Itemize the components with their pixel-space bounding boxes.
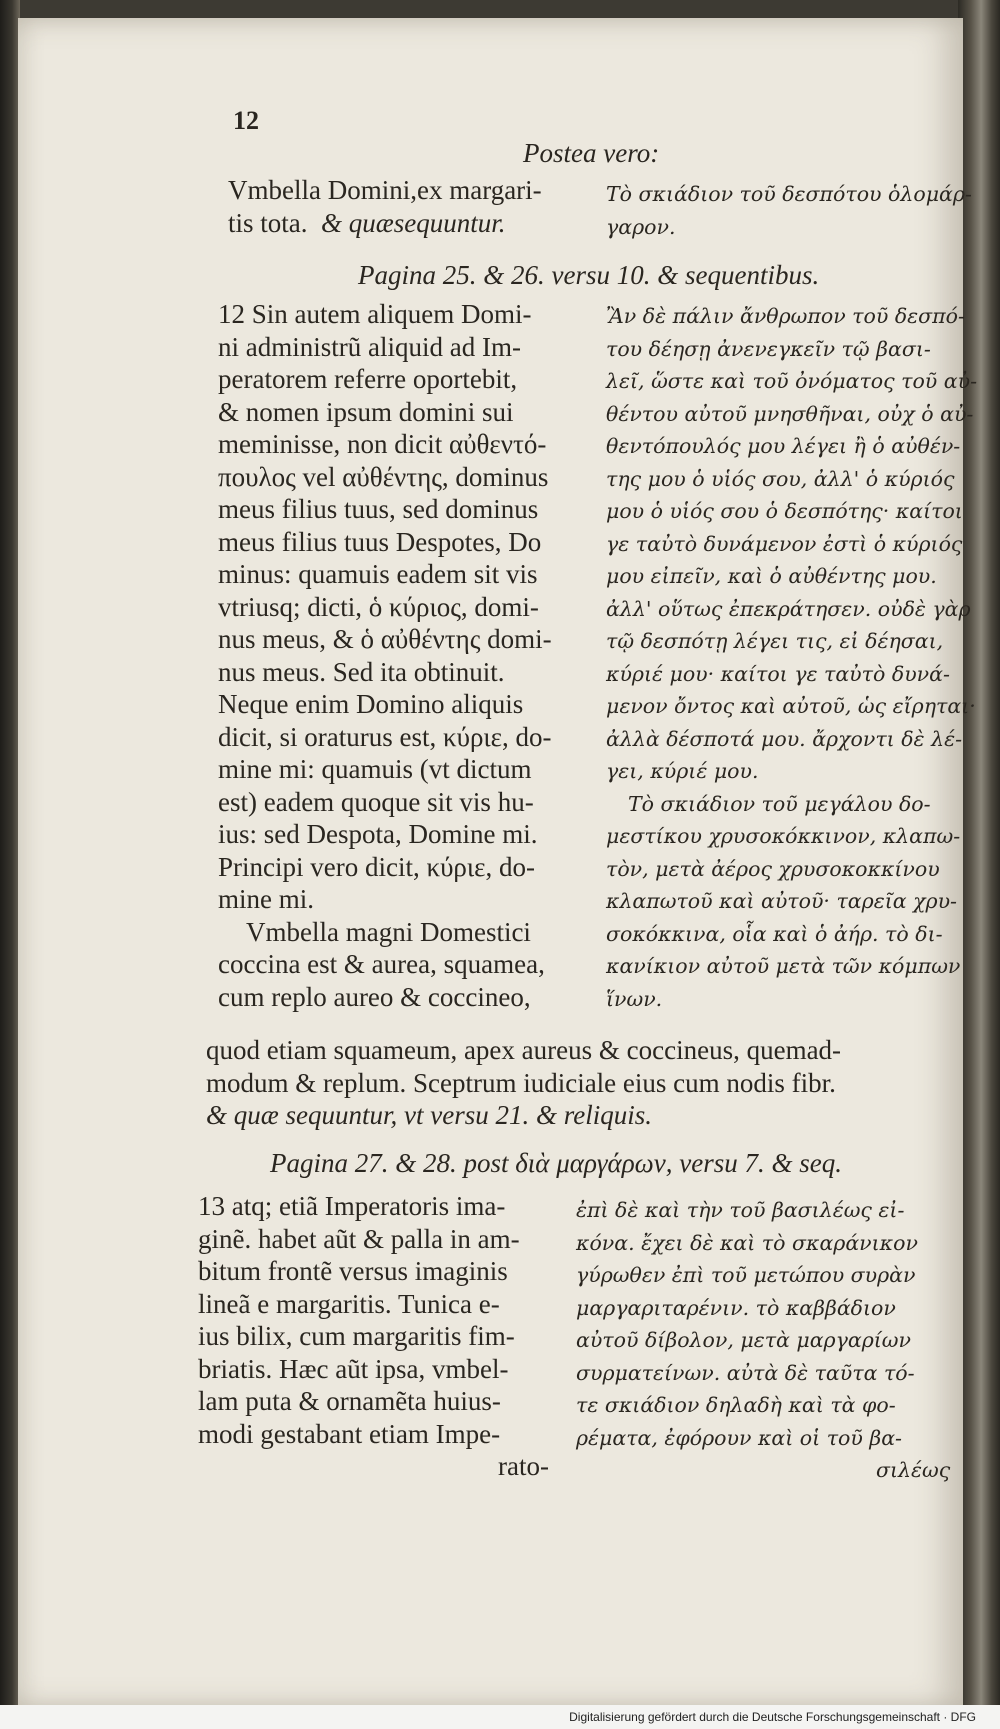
greek-line: ἐπὶ δὲ καὶ τὴν τοῦ βασιλέως εἰ- <box>576 1198 905 1222</box>
latin-line: nus meus, & ὁ αὐθέντης domi- <box>218 624 552 654</box>
latin-line: πουλος vel αὐθέντης, dominus <box>218 461 549 492</box>
paragraph-line: modum & replum. Sceptrum iudiciale eius cum nodis fibr. <box>206 1067 836 1098</box>
greek-line: ἀλλ' οὕτως ἐπεκράτησεν. οὐδὲ γὰρ <box>606 596 971 621</box>
greek-line: τε σκιάδιον δηλαδὴ καὶ τὰ φο- <box>576 1393 896 1417</box>
latin-line: est) eadem quoque sit vis hu- <box>218 786 534 817</box>
latin-line: peratorem referre oportebit, <box>218 364 518 394</box>
latin-line: 13 atq; etiã Imperatoris ima- <box>198 1191 506 1221</box>
greek-line: συρματείνων. αὐτὰ δὲ ταῦτα τό- <box>576 1360 915 1385</box>
latin-line: ius bilix, cum margaritis fim- <box>198 1321 515 1351</box>
latin-line: dicit, si oraturus est, κύριε, do- <box>218 721 552 752</box>
latin-line: minus: quamuis eadem sit vis <box>218 559 538 589</box>
greek-line: ἀλλὰ δέσποτά μου. ἄρχοντι δὲ λέ- <box>606 726 962 751</box>
latin-column-2 <box>218 298 552 1013</box>
greek-line: μαργαριταρένιν. τὸ καββάδιον <box>576 1295 896 1320</box>
latin-line: ius: sed Despota, Domine mi. <box>218 819 538 849</box>
latin-column-3 <box>198 1190 549 1483</box>
full-width-paragraph <box>206 1034 841 1132</box>
greek-line: γε ταὐτὸ δυνάμενον ἐστὶ ὁ κύριός <box>606 531 963 556</box>
latin-line: cum replo aureo & coccineo, <box>218 981 531 1012</box>
greek-line: μενον ὄντος καὶ αὐτοῦ, ὡς εἴρηται· <box>606 694 976 718</box>
section-heading-pagina-27: Pagina 27. & 28. post διὰ μαργάρων, versu 7. & seq. <box>270 1148 842 1178</box>
latin-line: ginẽ. habet aũt & palla in am- <box>198 1223 520 1254</box>
greek-line: ρέματα, ἐφόρουν καὶ οἱ τοῦ βα- <box>576 1425 902 1450</box>
greek-line: του δέησῃ ἀνενεγκεῖν τῷ βασι- <box>606 336 931 361</box>
greek-column-3 <box>576 1194 950 1487</box>
latin-line: Vmbella Domini,ex margari- <box>228 175 542 205</box>
greek-line: ἵνων. <box>606 986 663 1011</box>
greek-line: θέντου αὐτοῦ μνησθῆναι, οὐχ ὁ αὐ- <box>606 401 974 426</box>
latin-line: coccina est & aurea, squamea, <box>218 949 545 979</box>
latin-line: mine mi. <box>218 884 314 914</box>
latin-line: Vmbella magni Domestici <box>246 916 531 947</box>
latin-line: & nomen ipsum domini sui <box>218 396 514 427</box>
section-heading-pagina-25: Pagina 25. & 26. versu 10. & sequentibus. <box>358 260 820 290</box>
latin-column-1 <box>228 174 542 239</box>
latin-line: Neque enim Domino aliquis <box>218 689 524 719</box>
greek-line: θεντόπουλός μου λέγει ἢ ὁ αὐθέν- <box>606 434 961 458</box>
greek-column-1 <box>606 178 972 243</box>
latin-line: meus filius tuus, sed dominus <box>218 494 539 524</box>
latin-line: meminisse, non dicit αὐθεντό- <box>218 429 547 459</box>
greek-line: της μου ὁ υἱός σου, ἀλλ' ὁ κύριός <box>606 466 955 491</box>
greek-line: μου εἰπεῖν, καὶ ὁ αὐθέντης μου. <box>606 564 937 588</box>
greek-line: αὐτοῦ δίβολον, μετὰ μαργαρίων <box>576 1328 911 1352</box>
greek-line: γει, κύριέ μου. <box>606 759 759 783</box>
latin-line: vtriusq; dicti, ὁ κύριος, domi- <box>218 591 539 622</box>
greek-line: σοκόκκινα, οἷα καὶ ὁ ἀήρ. τὸ δι- <box>606 921 943 946</box>
greek-line: γαρον. <box>606 214 676 239</box>
greek-line: σιλέως <box>876 1458 951 1482</box>
latin-line: modi gestabant etiam Impe- <box>198 1418 501 1449</box>
latin-line: 12 Sin autem aliquem Domi- <box>218 299 532 329</box>
greek-line: μου ὁ υἱός σου ὁ δεσπότης· καίτοι <box>606 499 963 523</box>
paragraph-line: quod etiam squameum, apex aureus & coccineus, quemad- <box>206 1035 842 1065</box>
greek-line: Τὸ σκιάδιον τοῦ δεσπότου ὁλομάρ- <box>606 182 972 206</box>
greek-line: γύρωθεν ἐπὶ τοῦ μετώπου συρὰν <box>576 1263 916 1287</box>
greek-line: κόνα. ἔχει δὲ καὶ τὸ σκαράνικον <box>576 1230 918 1255</box>
greek-column-2 <box>606 300 977 1015</box>
latin-line: Principi vero dicit, κύριε, do- <box>218 851 535 882</box>
greek-line: τὸν, μετὰ ἀέρος χρυσοκοκκίνου <box>606 856 940 881</box>
latin-line: lam puta & ornamẽta huius- <box>198 1386 501 1416</box>
book-page <box>18 18 978 1708</box>
digitization-credit-footer: Digitalisierung gefördert durch die Deutsche Forschungsgemeinschaft · DFG <box>0 1705 1000 1729</box>
greek-line: κλαπωτοῦ καὶ αὐτοῦ· ταρεῖα χρυ- <box>606 889 957 913</box>
latin-line: nus meus. Sed ita obtinuit. <box>218 656 505 687</box>
latin-line: ni administrũ aliquid ad Im- <box>218 331 521 362</box>
greek-line: Ἂν δὲ πάλιν ἄνθρωπον τοῦ δεσπό- <box>606 304 965 328</box>
paragraph-line: & quæ sequuntur, vt versu 21. & reliquis. <box>206 1100 652 1130</box>
greek-line: κανίκιον αὐτοῦ μετὰ τῶν κόμπων <box>606 954 961 978</box>
left-shadow <box>0 0 20 1729</box>
section-heading-postea: Postea vero: <box>523 138 660 168</box>
greek-line: τῷ δεσπότῃ λέγει τις, εἰ δέησαι, <box>606 629 944 653</box>
latin-line: tis tota. & quæsequuntur. <box>228 207 506 238</box>
latin-line: bitum frontẽ versus imaginis <box>198 1256 508 1286</box>
page-number: 12 <box>233 106 259 135</box>
latin-line: mine mi: quamuis (vt dictum <box>218 754 532 784</box>
greek-line: μεστίκου χρυσοκόκκινον, κλαπω- <box>606 824 961 848</box>
greek-line: λεῖ, ὥστε καὶ τοῦ ὀνόματος τοῦ αὐ- <box>606 369 978 393</box>
latin-line: meus filius tuus Despotes, Do <box>218 526 542 557</box>
greek-line: Τὸ σκιάδιον τοῦ μεγάλου δο- <box>628 791 931 816</box>
latin-line: rato- <box>498 1451 549 1481</box>
greek-line: κύριέ μου· καίτοι γε ταὐτὸ δυνά- <box>606 661 950 686</box>
latin-line: briatis. Hæc aũt ipsa, vmbel- <box>198 1353 509 1384</box>
latin-line: lineã e margaritis. Tunica e- <box>198 1288 500 1319</box>
